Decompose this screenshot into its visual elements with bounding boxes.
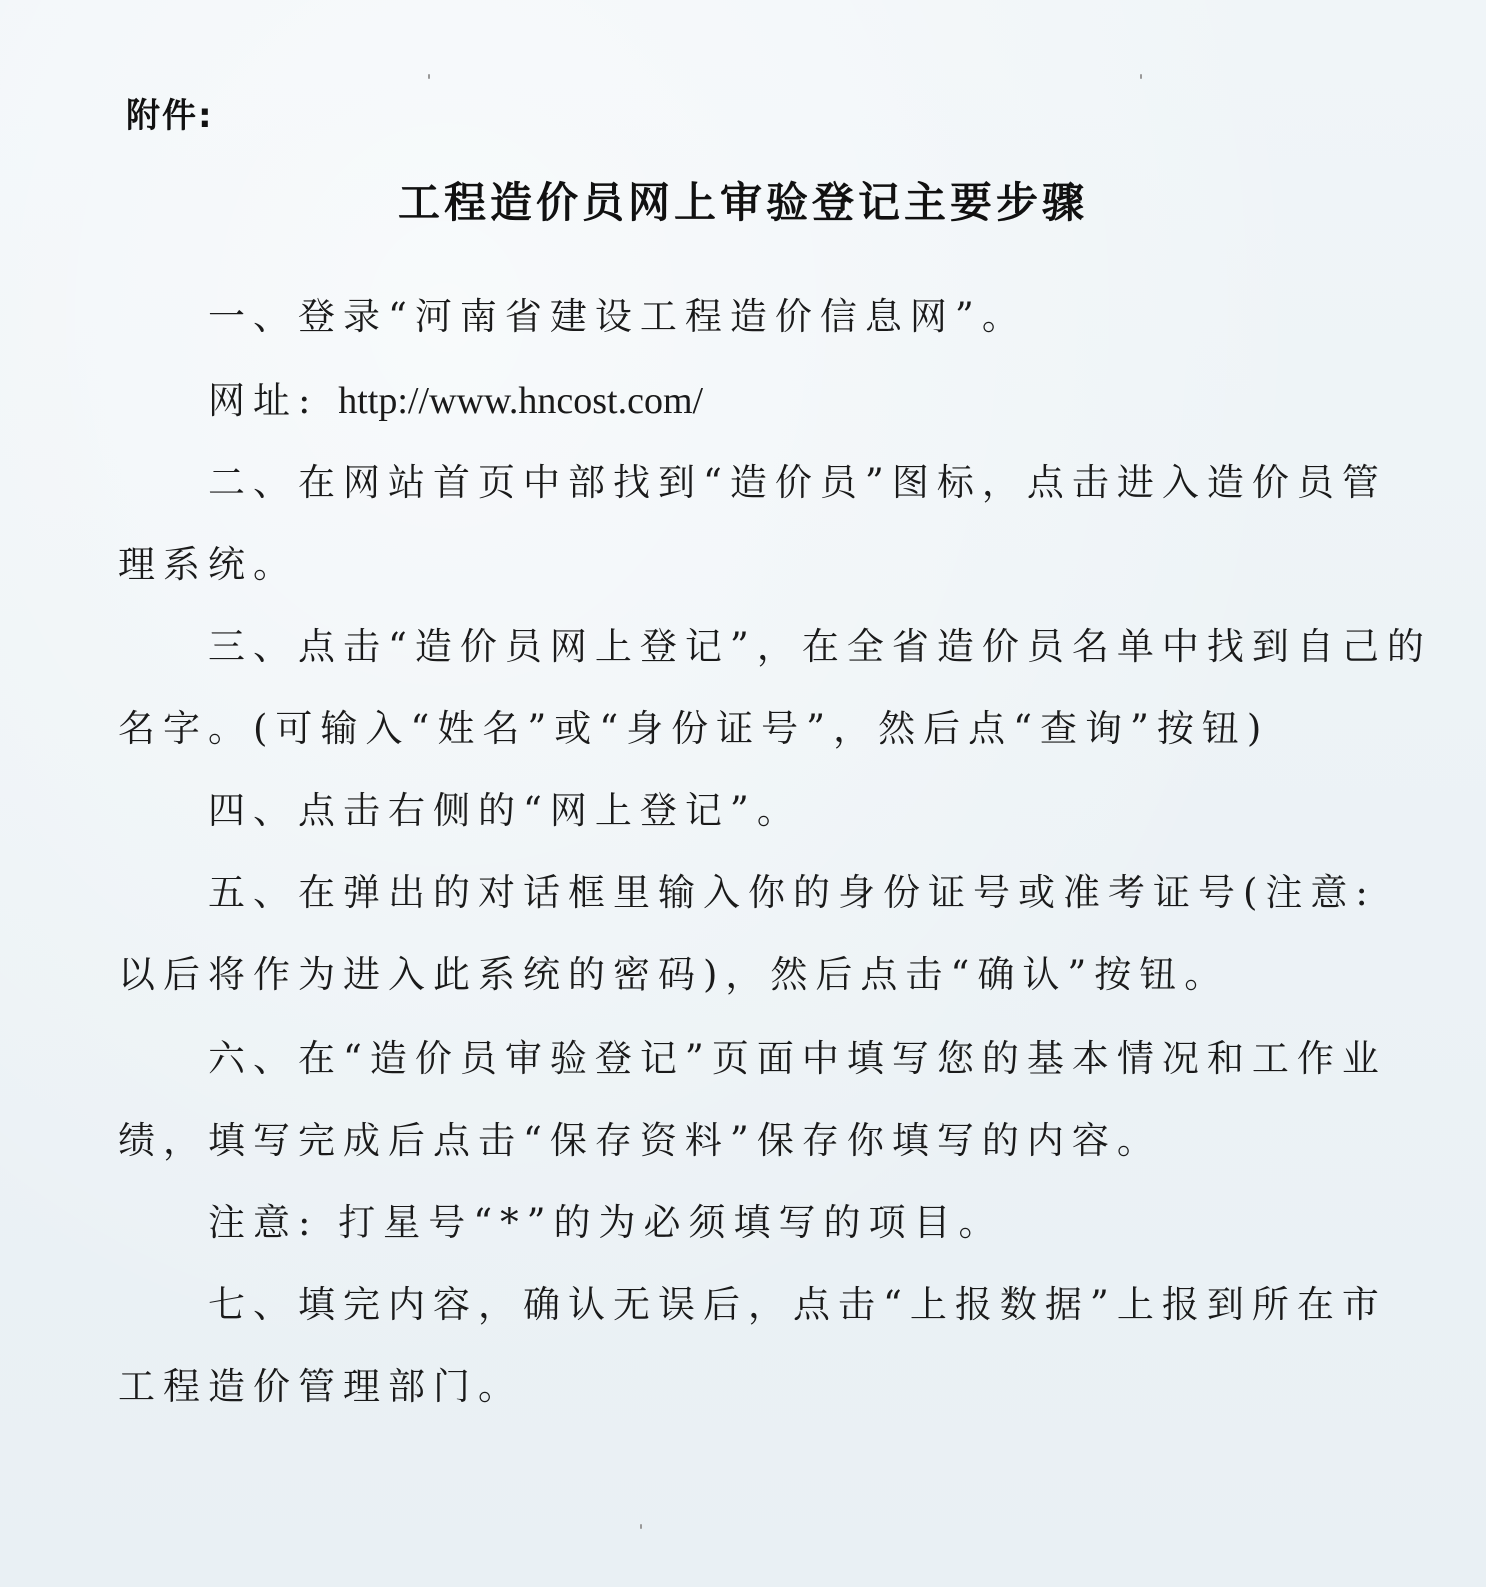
- step-5-line-1: 五、在弹出的对话框里输入你的身份证号或准考证号(注意:: [208, 871, 1376, 914]
- step-4: 四、点击右侧的“网上登记”。: [208, 789, 802, 832]
- document-title: 工程造价员网上审验登记主要步骤: [397, 178, 1088, 227]
- scan-speck: [640, 1524, 642, 1529]
- step-5-line-2: 以后将作为进入此系统的密码)，然后点击“确认”按钮。: [118, 953, 1230, 996]
- step-7-line-1: 七、填完内容，确认无误后，点击“上报数据”上报到所在市: [208, 1283, 1387, 1326]
- attachment-label: 附件:: [126, 96, 214, 136]
- url-line: [208, 379, 704, 422]
- url-label: 网址:: [208, 379, 339, 422]
- step-1: 一、登录“河南省建设工程造价信息网”。: [208, 295, 1027, 338]
- step-7-line-2: 工程造价管理部门。: [118, 1365, 523, 1408]
- url-value: http://www.hncost.com/: [338, 380, 704, 422]
- step-6-line-1: 六、在“造价员审验登记”页面中填写您的基本情况和工作业: [208, 1037, 1387, 1080]
- step-6-line-2: 绩，填写完成后点击“保存资料”保存你填写的内容。: [118, 1119, 1162, 1162]
- step-2-line-1: 二、在网站首页中部找到“造价员”图标，点击进入造价员管: [208, 461, 1387, 504]
- step-2-line-2: 理系统。: [118, 543, 298, 586]
- step-3-line-2: 名字。(可输入“姓名”或“身份证号”，然后点“查询”按钮): [118, 707, 1270, 750]
- step-3-line-1: 三、点击“造价员网上登记”，在全省造价员名单中找到自己的: [208, 625, 1432, 668]
- scan-speck: [1140, 74, 1142, 79]
- note-required-fields: 注意: 打星号“*”的为必须填写的项目。: [208, 1201, 1004, 1244]
- scan-speck: [428, 74, 430, 79]
